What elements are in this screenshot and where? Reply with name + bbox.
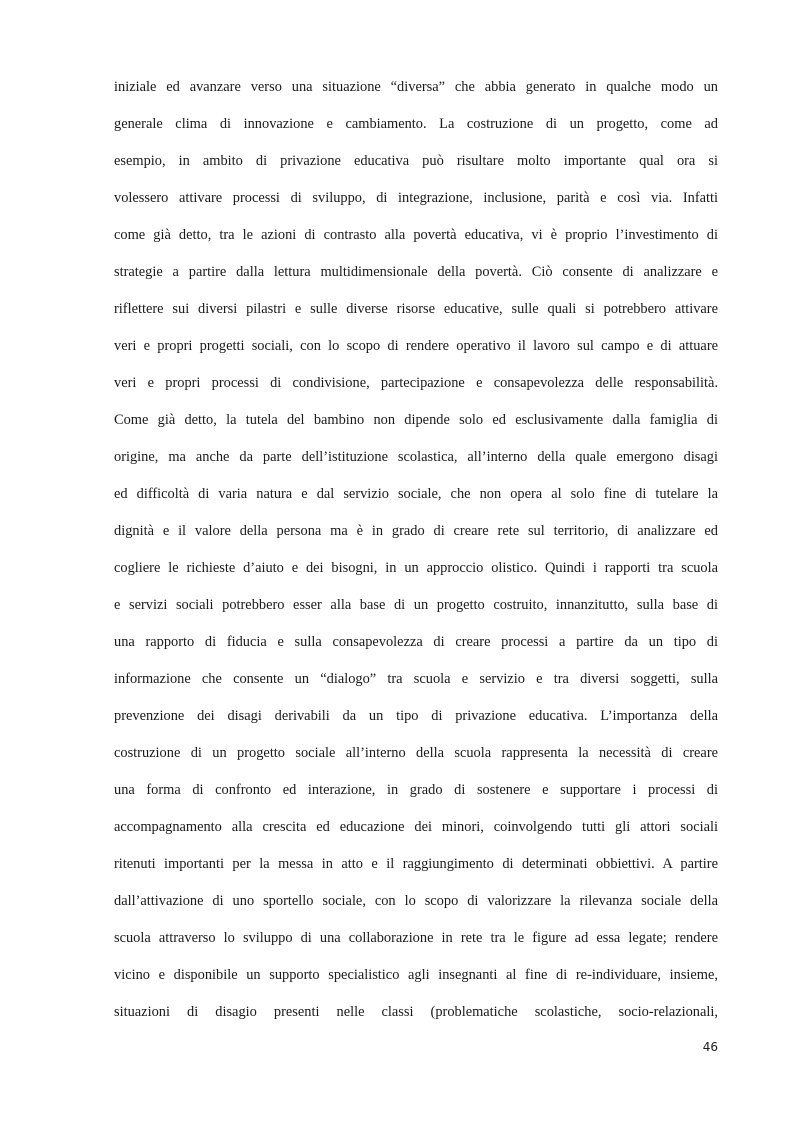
text-line: volessero attivare processi di sviluppo, di integrazione, inclusione, parità e così via. Infatti <box>114 190 718 206</box>
text-line: costruzione di un progetto sociale all’interno della scuola rappresenta la necessità di creare <box>114 745 718 761</box>
text-line: generale clima di innovazione e cambiamento. La costruzione di un progetto, come ad <box>114 116 718 132</box>
text-line: e servizi sociali potrebbero esser alla base di un progetto costruito, innanzitutto, sulla base di <box>114 597 718 613</box>
text-line: informazione che consente un “dialogo” tra scuola e servizio e tra diversi soggetti, sulla <box>114 671 718 687</box>
body-text <box>114 72 718 1034</box>
text-line: veri e propri progetti sociali, con lo scopo di rendere operativo il lavoro sul campo e di attuare <box>114 338 718 354</box>
text-line: accompagnamento alla crescita ed educazione dei minori, coinvolgendo tutti gli attori sociali <box>114 819 718 835</box>
text-line: esempio, in ambito di privazione educativa può risultare molto importante qual ora si <box>114 153 718 169</box>
text-line: una rapporto di fiducia e sulla consapevolezza di creare processi a partire da un tipo di <box>114 634 718 650</box>
text-line: origine, ma anche da parte dell’istituzione scolastica, all’interno della quale emergono disagi <box>114 449 718 465</box>
text-line: ritenuti importanti per la messa in atto e il raggiungimento di determinati obbiettivi. A partire <box>114 856 718 872</box>
page-number: 46 <box>702 1040 718 1054</box>
text-line: veri e propri processi di condivisione, partecipazione e consapevolezza delle responsabilità. <box>114 375 718 391</box>
text-line: vicino e disponibile un supporto specialistico agli insegnanti al fine di re-individuare, insieme, <box>114 967 718 983</box>
text-line: dall’attivazione di uno sportello sociale, con lo scopo di valorizzare la rilevanza sociale della <box>114 893 718 909</box>
text-line: prevenzione dei disagi derivabili da un tipo di privazione educativa. L’importanza della <box>114 708 718 724</box>
text-line: scuola attraverso lo sviluppo di una collaborazione in rete tra le figure ad essa legate; rendere <box>114 930 718 946</box>
text-line: come già detto, tra le azioni di contrasto alla povertà educativa, vi è proprio l’investimento di <box>114 227 718 243</box>
text-line: una forma di confronto ed interazione, in grado di sostenere e supportare i processi di <box>114 782 718 798</box>
text-line: iniziale ed avanzare verso una situazione “diversa” che abbia generato in qualche modo un <box>114 79 718 95</box>
text-line: strategie a partire dalla lettura multidimensionale della povertà. Ciò consente di analizzare e <box>114 264 718 280</box>
text-line: dignità e il valore della persona ma è in grado di creare rete sul territorio, di analizzare ed <box>114 523 718 539</box>
text-line: riflettere sui diversi pilastri e sulle diverse risorse educative, sulle quali si potrebbero attivare <box>114 301 718 317</box>
text-line: cogliere le richieste d’aiuto e dei bisogni, in un approccio olistico. Quindi i rapporti tra scuola <box>114 560 718 576</box>
text-line: ed difficoltà di varia natura e dal servizio sociale, che non opera al solo fine di tutelare la <box>114 486 718 502</box>
text-line: Come già detto, la tutela del bambino non dipende solo ed esclusivamente dalla famiglia di <box>114 412 718 428</box>
text-line: situazioni di disagio presenti nelle classi (problematiche scolastiche, socio-relazionali, <box>114 1004 718 1020</box>
